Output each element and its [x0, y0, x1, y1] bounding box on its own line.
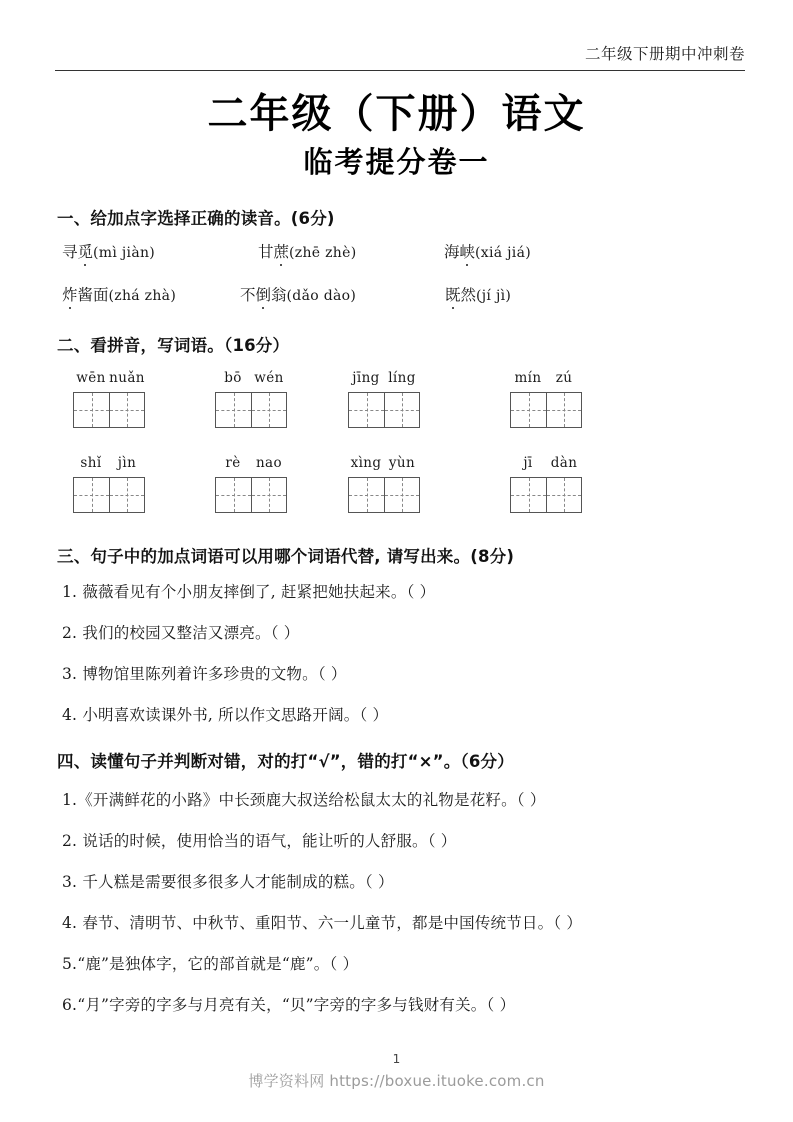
grid-cell[interactable] — [74, 393, 109, 427]
question-item[interactable]: 4. 小明喜欢读课外书, 所以作文思路开阔。（ ） — [62, 706, 389, 724]
word-prefix: 不 — [240, 286, 256, 304]
grid-cell[interactable] — [546, 478, 581, 512]
question-item[interactable]: 4. 春节、清明节、中秋节、重阳节、六一儿童节，都是中国传统节日。（ ） — [62, 914, 583, 932]
page-subtitle: 临考提分卷一 — [303, 145, 490, 179]
header-divider — [55, 70, 745, 71]
writing-grid[interactable] — [215, 392, 287, 428]
dotted-char: 炸 — [62, 283, 78, 305]
word-suffix: 翁 — [271, 286, 287, 304]
grid-cell[interactable] — [109, 478, 144, 512]
grid-cell[interactable] — [216, 478, 251, 512]
writing-grid[interactable] — [510, 477, 582, 513]
question-item[interactable]: 2. 说话的时候，使用恰当的语气，能让听的人舒服。（ ） — [62, 832, 457, 850]
choice-item[interactable] — [444, 240, 531, 262]
pinyin-syllable-1: shǐ — [80, 455, 102, 471]
question-item[interactable]: 1.《开满鲜花的小路》中长颈鹿大叔送给松鼠太太的礼物是花籽。（ ） — [62, 791, 546, 809]
section-heading-2: 二、看拼音，写词语。（16分） — [57, 336, 290, 355]
question-item[interactable]: 5.“鹿”是独体字，它的部首就是“鹿”。（ ） — [62, 955, 359, 973]
word-suffix: 酱面 — [77, 286, 109, 304]
choice-item[interactable] — [445, 283, 511, 305]
dotted-char: 蔗 — [274, 240, 290, 262]
pinyin-options[interactable]: (dǎo dào) — [286, 288, 357, 304]
pinyin-syllable-2: dàn — [550, 455, 578, 471]
grid-cell[interactable] — [74, 478, 109, 512]
grid-cell[interactable] — [109, 393, 144, 427]
pinyin-syllable-1: bō — [224, 370, 242, 386]
pinyin-label — [510, 455, 582, 471]
writing-grid[interactable] — [215, 477, 287, 513]
grid-cell[interactable] — [511, 393, 546, 427]
pinyin-syllable-2: wén — [254, 370, 284, 386]
pinyin-syllable-1: wēn — [76, 370, 106, 386]
writing-grid[interactable] — [348, 392, 420, 428]
pinyin-options[interactable]: (zhá zhà) — [108, 288, 177, 304]
page-title: 二年级（下册）语文 — [207, 90, 586, 137]
dotted-char: 峡 — [460, 240, 476, 262]
choice-item[interactable] — [240, 283, 356, 305]
pinyin-options[interactable]: (xiá jiá) — [475, 245, 531, 261]
word-prefix: 甘 — [258, 243, 274, 261]
word-prefix: 寻 — [62, 243, 78, 261]
writing-grid[interactable] — [73, 392, 145, 428]
pinyin-options[interactable]: (jí jì) — [476, 288, 512, 304]
pinyin-options[interactable]: (mì jiàn) — [93, 245, 156, 261]
grid-cell[interactable] — [384, 393, 419, 427]
pinyin-label — [348, 370, 420, 386]
question-item[interactable]: 2. 我们的校园又整洁又漂亮。（ ） — [62, 624, 300, 642]
section-heading-1: 一、给加点字选择正确的读音。(6分) — [57, 209, 335, 228]
pinyin-syllable-2: nao — [255, 455, 283, 471]
choice-item[interactable] — [62, 283, 176, 305]
choice-item[interactable] — [62, 240, 155, 262]
grid-cell[interactable] — [251, 393, 286, 427]
question-item[interactable]: 3. 千人糕是需要很多很多人才能制成的糕。（ ） — [62, 873, 394, 891]
watermark-text: 博学资料网 https://boxue.ituoke.com.cn — [248, 1072, 545, 1090]
dotted-char: 既 — [445, 283, 461, 305]
question-item[interactable]: 1. 薇薇看见有个小朋友摔倒了, 赶紧把她扶起来。（ ） — [62, 583, 436, 601]
pinyin-syllable-1: mín — [514, 370, 542, 386]
writing-grid[interactable] — [510, 392, 582, 428]
word-suffix: 然 — [460, 286, 477, 304]
pinyin-syllable-2: nuǎn — [109, 370, 145, 386]
pinyin-options[interactable]: (zhē zhè) — [289, 245, 357, 261]
pinyin-syllable-2: líng — [388, 370, 416, 386]
section-heading-3: 三、句子中的加点词语可以用哪个词语代替, 请写出来。(8分) — [57, 547, 515, 566]
pinyin-label — [73, 455, 145, 471]
pinyin-syllable-1: xìng — [350, 455, 382, 471]
pinyin-label — [73, 370, 145, 386]
grid-cell[interactable] — [349, 478, 384, 512]
pinyin-label — [215, 455, 287, 471]
word-prefix: 海 — [444, 243, 460, 261]
grid-cell[interactable] — [546, 393, 581, 427]
question-item[interactable]: 6.“月”字旁的字多与月亮有关，“贝”字旁的字多与钱财有关。（ ） — [62, 996, 516, 1014]
grid-cell[interactable] — [384, 478, 419, 512]
grid-cell[interactable] — [251, 478, 286, 512]
question-item[interactable]: 3. 博物馆里陈列着许多珍贵的文物。（ ） — [62, 665, 347, 683]
choice-item[interactable] — [258, 240, 356, 262]
pinyin-syllable-1: jī — [523, 455, 533, 471]
pinyin-syllable-1: jīng — [352, 370, 380, 386]
pinyin-syllable-2: jìn — [117, 455, 137, 471]
pinyin-label — [348, 455, 420, 471]
section-heading-4: 四、读懂句子并判断对错，对的打“√”，错的打“×”。（6分） — [57, 752, 514, 771]
document-header-label: 二年级下册期中冲刺卷 — [584, 45, 745, 63]
writing-grid[interactable] — [73, 477, 145, 513]
page-number: 1 — [392, 1052, 401, 1066]
dotted-char: 倒 — [256, 283, 272, 305]
pinyin-label — [510, 370, 582, 386]
dotted-char: 觅 — [78, 240, 94, 262]
writing-grid[interactable] — [348, 477, 420, 513]
pinyin-syllable-2: yùn — [388, 455, 416, 471]
grid-cell[interactable] — [349, 393, 384, 427]
pinyin-label — [215, 370, 287, 386]
grid-cell[interactable] — [511, 478, 546, 512]
grid-cell[interactable] — [216, 393, 251, 427]
pinyin-syllable-2: zú — [555, 370, 573, 386]
pinyin-syllable-1: rè — [225, 455, 241, 471]
